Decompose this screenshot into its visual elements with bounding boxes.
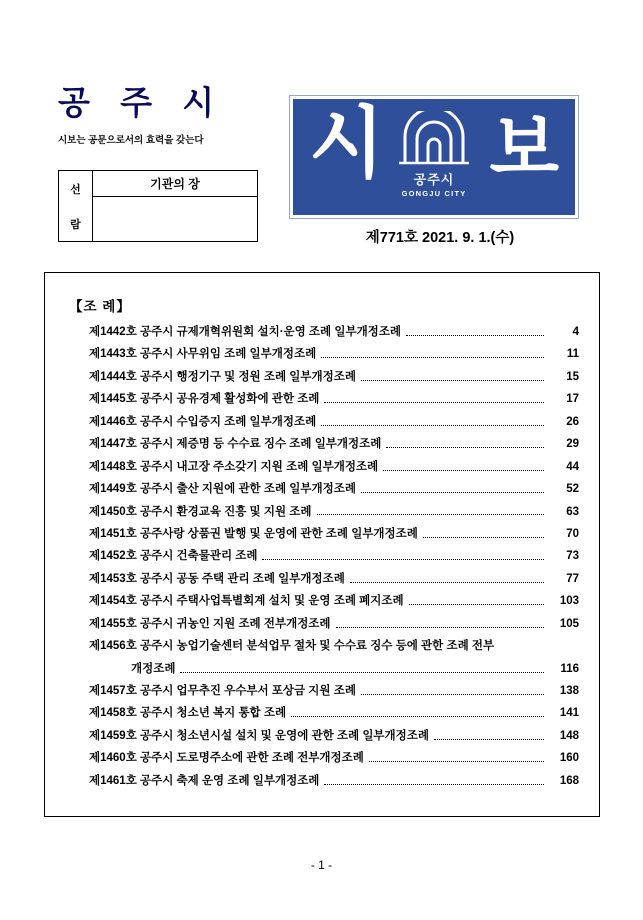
toc-item-page: 168 [559, 774, 579, 787]
toc-leader-dots [361, 379, 544, 381]
toc-leader-dots [180, 671, 544, 673]
title-block [58, 86, 268, 146]
logo-char-si: 시 [309, 100, 385, 187]
toc-item-page: 77 [566, 572, 579, 585]
toc-leader-dots [499, 649, 544, 650]
section-title-ordinances: 【조 례】 [69, 299, 131, 314]
toc-item-page: 15 [566, 370, 579, 383]
toc-item-page: 63 [566, 505, 579, 518]
gazette-logo [290, 96, 578, 218]
toc-item[interactable] [69, 370, 579, 385]
toc-item-label: 제1461호 공주시 축제 운영 조례 일부개정조례 [89, 774, 320, 787]
logo-inner [293, 99, 575, 215]
toc-item-page: 4 [572, 326, 579, 338]
toc-leader-dots [321, 356, 544, 358]
page-footer: - 1 - [310, 858, 333, 872]
emblem-city-name-en: GONGJU CITY [401, 189, 467, 198]
toc-item[interactable] [69, 325, 579, 340]
toc-item[interactable] [69, 662, 579, 677]
toc-item-label: 제1451호 공주사랑 상품권 발행 및 운영에 관한 조례 일부개정조례 [89, 527, 418, 540]
stamp-left-column [59, 171, 93, 241]
toc-item-label: 제1455호 공주시 귀농인 지원 조례 전부개정조례 [89, 617, 331, 630]
toc-leader-dots [350, 581, 544, 583]
toc-leader-dots [361, 491, 544, 493]
toc-item[interactable] [69, 437, 579, 452]
toc-item-label: 제1450호 공주시 환경교육 진흥 및 지원 조례 [89, 505, 312, 518]
toc-leader-dots [434, 738, 544, 740]
toc-leader-dots [409, 603, 544, 605]
toc-item[interactable] [69, 415, 579, 430]
toc-leader-dots [386, 446, 544, 448]
logo-char-bo: 보 [489, 109, 559, 189]
toc-item-label: 제1458호 공주시 청소년 복지 통합 조례 [89, 707, 287, 720]
toc-item[interactable] [69, 460, 579, 475]
toc-leader-dots [321, 424, 544, 426]
toc-item-label: 제1456호 공주시 농업기술센터 분석업무 절차 및 수수료 징수 등에 관한 조례 전부 [89, 640, 495, 653]
toc-item-label: 제1459호 공주시 청소년시설 설치 및 운영에 관한 조례 일부개정조례 [89, 729, 429, 742]
toc-leader-dots [423, 536, 544, 538]
toc-item[interactable] [69, 505, 579, 520]
stamp-cell-seonram-1: 선 [70, 183, 81, 196]
toc-leader-dots [383, 469, 544, 471]
toc-item-page: 105 [559, 617, 579, 630]
toc-item-page: 138 [559, 685, 579, 697]
toc-item[interactable] [69, 347, 579, 362]
toc-item-page: 29 [566, 438, 579, 451]
toc-item-page: 11 [566, 348, 579, 361]
toc-item[interactable] [69, 594, 579, 609]
toc-item-label: 제1457호 공주시 업무추진 우수부서 포상금 지원 조례 [89, 685, 356, 697]
toc-item[interactable] [69, 751, 579, 766]
toc-item-page: 26 [566, 415, 579, 428]
toc-item-page: 17 [566, 393, 579, 406]
toc-item-page: 148 [559, 729, 579, 742]
toc-item-label: 제1447호 공주시 제증명 등 수수료 징수 조례 일부개정조례 [89, 438, 382, 451]
toc-item[interactable] [69, 549, 579, 564]
toc-item-page: 70 [566, 527, 579, 540]
gazette-subtitle: 시보는 공문으로서의 효력을 갖는다 [58, 135, 204, 147]
toc-item[interactable] [69, 684, 579, 699]
toc-item-label: 제1460호 공주시 도로명주소에 관한 조례 전부개정조례 [89, 752, 364, 765]
toc-item-label: 제1452호 공주시 건축물관리 조례 [89, 550, 258, 563]
contents-frame [44, 272, 600, 817]
toc-item[interactable] [69, 639, 579, 654]
toc-item-label: 제1448호 공주시 내고장 주소갖기 지원 조례 일부개정조례 [89, 460, 379, 473]
toc-leader-dots [324, 783, 544, 785]
toc-item-label: 제1454호 공주시 주택사업특별회계 설치 및 운영 조례 폐지조례 [89, 595, 404, 608]
toc-item-page: 44 [566, 460, 579, 473]
toc-item-page: 160 [559, 752, 579, 765]
toc-item[interactable] [69, 706, 579, 721]
table-of-contents [69, 325, 579, 789]
masthead [0, 78, 643, 248]
toc-item-label: 제1445호 공주시 공유경제 활성화에 관한 조례 [89, 393, 320, 406]
toc-item-label: 제1446호 공주시 수입증지 조례 일부개정조례 [89, 415, 317, 428]
toc-item[interactable] [69, 774, 579, 789]
toc-leader-dots [361, 693, 544, 695]
toc-item[interactable] [69, 392, 579, 407]
toc-item-page: 116 [560, 662, 579, 675]
toc-item-label: 제1453호 공주시 공동 주택 관리 조례 일부개정조례 [89, 572, 345, 585]
emblem-city-name: 공주시 [413, 172, 455, 187]
toc-leader-dots [336, 626, 544, 628]
toc-item-label: 제1449호 공주시 출산 지원에 관한 조례 일부개정조례 [89, 483, 356, 496]
toc-item[interactable] [69, 572, 579, 587]
toc-item[interactable] [69, 617, 579, 632]
toc-item-label: 제1442호 공주시 규제개혁위원회 설치·운영 조례 일부개정조례 [89, 326, 402, 338]
toc-item-label: 제1443호 공주시 사무위임 조례 일부개정조례 [89, 348, 317, 361]
arch-gate-icon [391, 111, 477, 165]
toc-item-page: 52 [566, 483, 579, 496]
stamp-head-label: 기관의 장 [93, 171, 257, 197]
approval-stamp-box [58, 170, 258, 242]
city-emblem [374, 111, 494, 198]
stamp-signature-area [93, 197, 257, 241]
toc-leader-dots [406, 334, 544, 336]
toc-item[interactable] [69, 527, 579, 542]
stamp-cell-seonram-2: 람 [70, 218, 81, 231]
toc-item[interactable] [69, 729, 579, 744]
toc-item-label: 개정조례 [131, 662, 176, 675]
toc-leader-dots [324, 401, 544, 403]
toc-leader-dots [369, 760, 544, 762]
toc-item-page: 141 [559, 707, 579, 720]
issue-number-date: 제771호 2021. 9. 1.(수) [365, 230, 515, 246]
toc-item[interactable] [69, 482, 579, 497]
page-title: 공 주 시 [58, 86, 226, 122]
toc-leader-dots [317, 513, 545, 515]
toc-item-page: 73 [566, 550, 579, 563]
toc-item-label: 제1444호 공주시 행정기구 및 정원 조례 일부개정조례 [89, 370, 356, 383]
toc-item-page: 103 [559, 595, 579, 608]
toc-leader-dots [262, 558, 544, 560]
stamp-right-column [93, 171, 257, 241]
toc-leader-dots [291, 715, 544, 717]
